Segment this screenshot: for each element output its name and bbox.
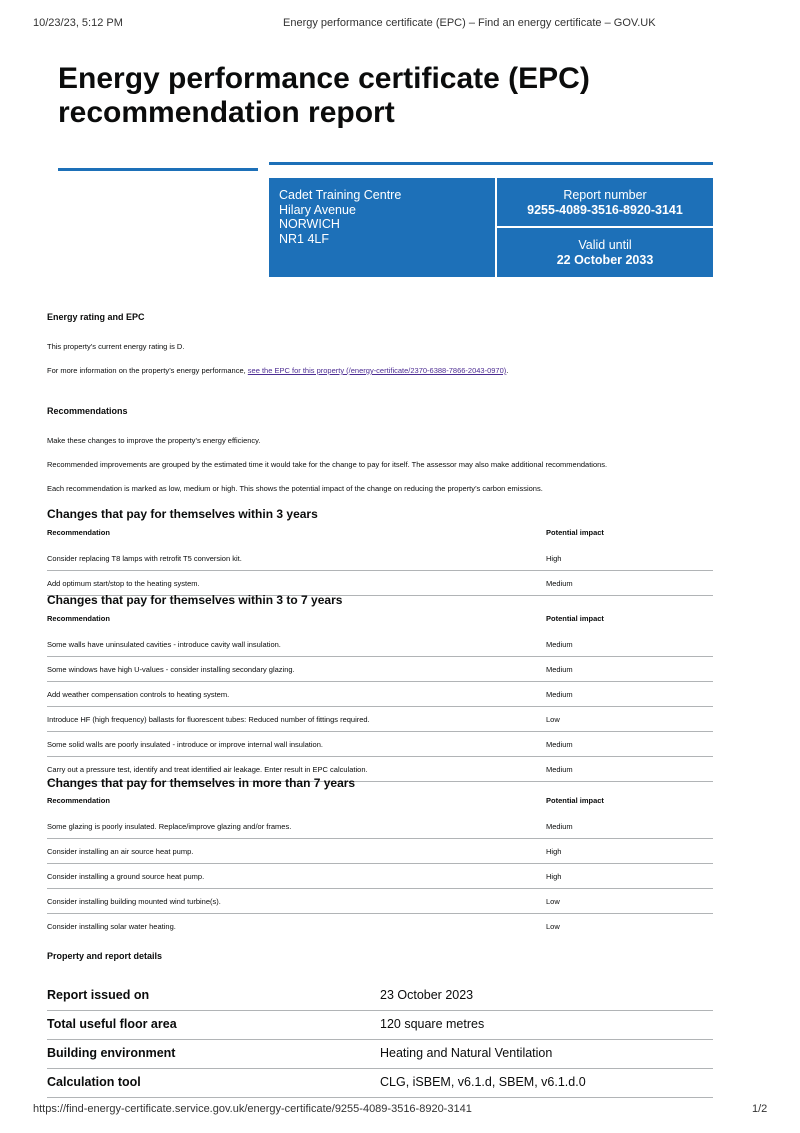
energy-rating-text: This property’s current energy rating is D. bbox=[47, 342, 185, 351]
table-row bbox=[47, 814, 713, 839]
impact-value: High bbox=[546, 872, 562, 881]
impact-value: Medium bbox=[546, 822, 573, 831]
valid-until-box bbox=[497, 228, 713, 277]
address-line: Cadet Training Centre bbox=[279, 188, 402, 202]
group-title: Changes that pay for themselves within 3 years bbox=[47, 507, 318, 521]
print-url: https://find-energy-certificate.service.gov.uk/energy-certificate/9255-4089-3516-8920-3141 bbox=[33, 1103, 472, 1115]
table-row bbox=[47, 864, 713, 889]
col-impact: Potential impact bbox=[546, 614, 604, 623]
table-header bbox=[47, 526, 713, 546]
recommendation-text: Some solid walls are poorly insulated - introduce or improve internal wall insulation. bbox=[47, 740, 323, 749]
recommendations-table bbox=[47, 526, 713, 596]
recommendations-intro: Each recommendation is marked as low, medium or high. This shows the potential impact of the change on reducing the property’s carbon emissions. bbox=[47, 484, 543, 493]
details-value: 120 square metres bbox=[380, 1017, 485, 1031]
recommendation-text: Some windows have high U-values - consider installing secondary glazing. bbox=[47, 665, 295, 674]
recommendations-intro: Recommended improvements are grouped by the estimated time it would take for the change to pay for itself. The assessor may also make additional recommendations. bbox=[47, 460, 608, 469]
impact-value: Medium bbox=[546, 579, 573, 588]
col-recommendation: Recommendation bbox=[47, 614, 110, 623]
details-key: Total useful floor area bbox=[47, 1017, 177, 1031]
impact-value: High bbox=[546, 847, 562, 856]
recommendations-intro: Make these changes to improve the property’s energy efficiency. bbox=[47, 436, 261, 445]
valid-until-value: 22 October 2033 bbox=[556, 253, 654, 267]
print-page-title: Energy performance certificate (EPC) – Find an energy certificate – GOV.UK bbox=[283, 17, 656, 29]
recommendation-text: Add optimum start/stop to the heating system. bbox=[47, 579, 200, 588]
valid-until-label: Valid until bbox=[578, 238, 632, 252]
group-title: Changes that pay for themselves in more than 7 years bbox=[47, 776, 356, 790]
details-value: Heating and Natural Ventilation bbox=[380, 1046, 553, 1060]
more-info-prefix: For more information on the property’s energy performance, bbox=[47, 366, 248, 375]
address-line: NR1 4LF bbox=[279, 231, 330, 246]
recommendation-text: Consider installing building mounted wind turbine(s). bbox=[47, 897, 221, 906]
more-info-suffix: . bbox=[506, 366, 509, 375]
col-impact: Potential impact bbox=[546, 528, 604, 537]
address-box bbox=[269, 178, 495, 277]
epc-link[interactable]: see the EPC for this property (/energy-certificate/2370-6388-7866-2043-0970) bbox=[247, 366, 507, 375]
impact-value: High bbox=[546, 554, 562, 563]
details-key: Calculation tool bbox=[47, 1075, 141, 1089]
impact-value: Medium bbox=[546, 765, 573, 774]
col-impact: Potential impact bbox=[546, 796, 604, 805]
print-page-number: 1/2 bbox=[752, 1103, 768, 1115]
table-row bbox=[47, 889, 713, 914]
report-number-value: 9255-4089-3516-8920-3141 bbox=[527, 203, 683, 217]
recommendation-text: Carry out a pressure test, identify and treat identified air leakage. Enter result in EPC calculation. bbox=[47, 765, 368, 774]
details-row bbox=[47, 1069, 713, 1098]
impact-value: Low bbox=[546, 897, 560, 906]
table-row bbox=[47, 707, 713, 732]
impact-value: Medium bbox=[546, 640, 573, 649]
recommendation-text: Consider replacing T8 lamps with retrofit T5 conversion kit. bbox=[47, 554, 242, 563]
details-table bbox=[47, 982, 713, 1098]
recommendations-table bbox=[47, 794, 713, 938]
details-heading: Property and report details bbox=[47, 951, 163, 961]
details-value: 23 October 2023 bbox=[380, 988, 474, 1002]
address-line: Hilary Avenue bbox=[279, 202, 356, 217]
table-row bbox=[47, 657, 713, 682]
report-number-box bbox=[497, 178, 713, 226]
recommendation-text: Introduce HF (high frequency) ballasts for fluorescent tubes: Reduced number of fittings required. bbox=[47, 715, 370, 724]
table-header bbox=[47, 612, 713, 632]
table-row bbox=[47, 732, 713, 757]
table-row bbox=[47, 632, 713, 657]
summary-rule bbox=[269, 162, 713, 165]
impact-value: Medium bbox=[546, 690, 573, 699]
table-row bbox=[47, 839, 713, 864]
recommendation-text: Consider installing a ground source heat pump. bbox=[47, 872, 205, 881]
recommendation-text: Consider installing an air source heat pump. bbox=[47, 847, 194, 856]
impact-value: Medium bbox=[546, 740, 573, 749]
details-value: CLG, iSBEM, v6.1.d, SBEM, v6.1.d.0 bbox=[380, 1075, 586, 1089]
energy-more-info bbox=[47, 366, 508, 375]
details-key: Building environment bbox=[47, 1046, 176, 1060]
recommendation-text: Some glazing is poorly insulated. Replace/improve glazing and/or frames. bbox=[47, 822, 292, 831]
impact-value: Medium bbox=[546, 665, 573, 674]
recommendations-table bbox=[47, 612, 713, 782]
page-title: Energy performance certificate (EPC) recommendation report bbox=[58, 62, 590, 129]
col-recommendation: Recommendation bbox=[47, 528, 110, 537]
energy-heading: Energy rating and EPC bbox=[47, 312, 145, 322]
impact-value: Low bbox=[546, 715, 560, 724]
print-datetime: 10/23/23, 5:12 PM bbox=[33, 17, 123, 29]
title-rule bbox=[58, 168, 258, 171]
table-row bbox=[47, 682, 713, 707]
recommendation-text: Add weather compensation controls to heating system. bbox=[47, 690, 230, 699]
table-header bbox=[47, 794, 713, 814]
details-row bbox=[47, 1040, 713, 1069]
group-title: Changes that pay for themselves within 3 to 7 years bbox=[47, 593, 343, 607]
details-key: Report issued on bbox=[47, 988, 150, 1002]
table-row bbox=[47, 546, 713, 571]
report-number-label: Report number bbox=[563, 188, 647, 202]
recommendation-text: Consider installing solar water heating. bbox=[47, 922, 176, 931]
impact-value: Low bbox=[546, 922, 560, 931]
details-row bbox=[47, 1011, 713, 1040]
address-line: NORWICH bbox=[279, 217, 340, 231]
details-row bbox=[47, 982, 713, 1011]
col-recommendation: Recommendation bbox=[47, 796, 110, 805]
recommendations-heading: Recommendations bbox=[47, 406, 128, 416]
recommendation-text: Some walls have uninsulated cavities - introduce cavity wall insulation. bbox=[47, 640, 281, 649]
table-row bbox=[47, 914, 713, 938]
